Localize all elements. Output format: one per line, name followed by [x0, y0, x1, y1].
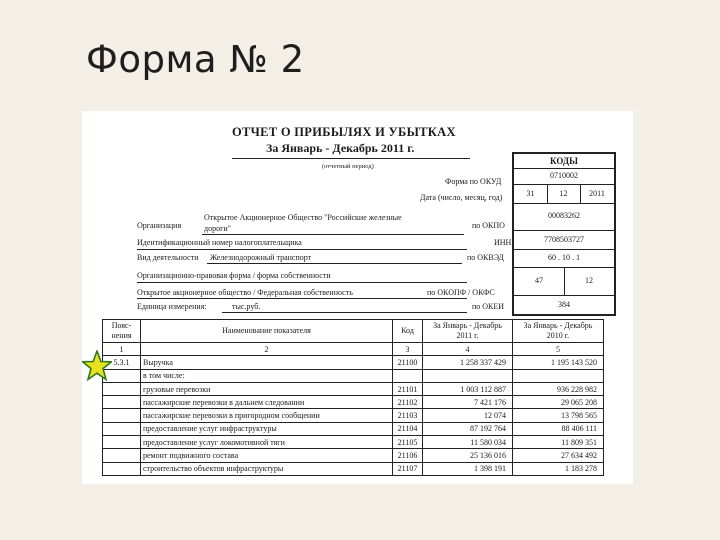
code-year: 2011	[589, 189, 605, 198]
col-header-notes: Пояс-нения	[103, 320, 141, 343]
income-table	[102, 319, 604, 476]
okpo-label: по ОКПО	[472, 221, 505, 230]
code-okopf: 47	[535, 276, 543, 285]
date-label: Дата (число, месяц, год)	[420, 193, 503, 202]
table-row: предоставление услуг инфраструктуры 21104 87 192 764 88 406 111	[103, 422, 604, 435]
table-header-row	[103, 320, 604, 343]
table-row: строительство объектов инфраструктуры 21107 1 398 191 1 183 278	[103, 462, 604, 475]
okved-label: по ОКВЭД	[467, 253, 504, 262]
code-okud: 0710002	[550, 171, 578, 180]
star-icon	[82, 350, 112, 382]
scanned-form	[82, 111, 633, 484]
legal-form-label: Организационно-правовая форма / форма собственности	[137, 271, 331, 280]
org-label: Организация	[137, 221, 182, 230]
okud-label: Форма по ОКУД	[445, 177, 502, 186]
inn-label: Идентификационный номер налогоплательщика	[137, 238, 302, 247]
unit-value: тыс.руб.	[232, 302, 261, 311]
col-header-code: Код	[393, 320, 423, 343]
code-okei: 384	[558, 300, 570, 309]
activity-value: Железнодорожный транспорт	[210, 253, 312, 262]
slide-title: Форма № 2	[86, 38, 305, 81]
col-num: 2	[141, 343, 393, 356]
codes-box	[512, 152, 616, 316]
code-month: 12	[559, 189, 568, 198]
okei-label: по ОКЕИ	[472, 302, 505, 311]
table-row: в том числе:	[103, 369, 604, 382]
period-note: (отчетный период)	[322, 163, 374, 170]
org-name-line2: дороги"	[204, 224, 231, 233]
legal-form-value: Открытое акционерное общество / Федеральная собственность	[137, 288, 353, 297]
col-header-2010: За Январь - Декабрь 2010 г.	[513, 320, 604, 343]
code-okpo: 00083262	[548, 211, 580, 220]
col-num: 5	[513, 343, 604, 356]
period-underline	[232, 158, 470, 159]
table-row: пассажирские перевозки в дальнем следовании 21102 7 421 176 29 065 208	[103, 396, 604, 409]
table-row: ремонт подвижного состава 21106 25 136 016 27 634 492	[103, 449, 604, 462]
col-num: 4	[423, 343, 513, 356]
col-num: 3	[393, 343, 423, 356]
inn-abbr: ИНН	[494, 238, 512, 247]
code-okfs: 12	[585, 276, 593, 285]
table-row: пассажирские перевозки в пригородном сообщении 21103 12 074 13 798 565	[103, 409, 604, 422]
table-row: предоставление услуг локомотивной тяги 21105 11 580 034 11 809 351	[103, 436, 604, 449]
code-day: 31	[526, 189, 535, 198]
code-inn: 7708503727	[544, 235, 584, 244]
codes-header: КОДЫ	[514, 154, 614, 169]
table-row: 5.3.1 Выручка 21100 1 258 337 429 1 195 143 520	[103, 356, 604, 369]
col-header-2011: За Январь - Декабрь 2011 г.	[423, 320, 513, 343]
okopf-label: по ОКОПФ / ОКФС	[427, 288, 495, 297]
table-colnum-row	[103, 343, 604, 356]
report-period: За Январь - Декабрь 2011 г.	[266, 141, 415, 155]
org-name-line1: Открытое Акционерное Общество "Российские железные	[204, 213, 402, 222]
unit-label: Единица измерения:	[137, 302, 207, 311]
activity-label: Вид деятельности	[137, 253, 199, 262]
col-header-name: Наименование показателя	[141, 320, 393, 343]
code-okved: 60 . 10 . 1	[548, 253, 580, 262]
col-num: 1	[103, 343, 141, 356]
report-title: ОТЧЕТ О ПРИБЫЛЯХ И УБЫТКАХ	[232, 125, 456, 139]
table-row: грузовые перевозки 21101 1 003 112 887 936 228 982	[103, 382, 604, 395]
